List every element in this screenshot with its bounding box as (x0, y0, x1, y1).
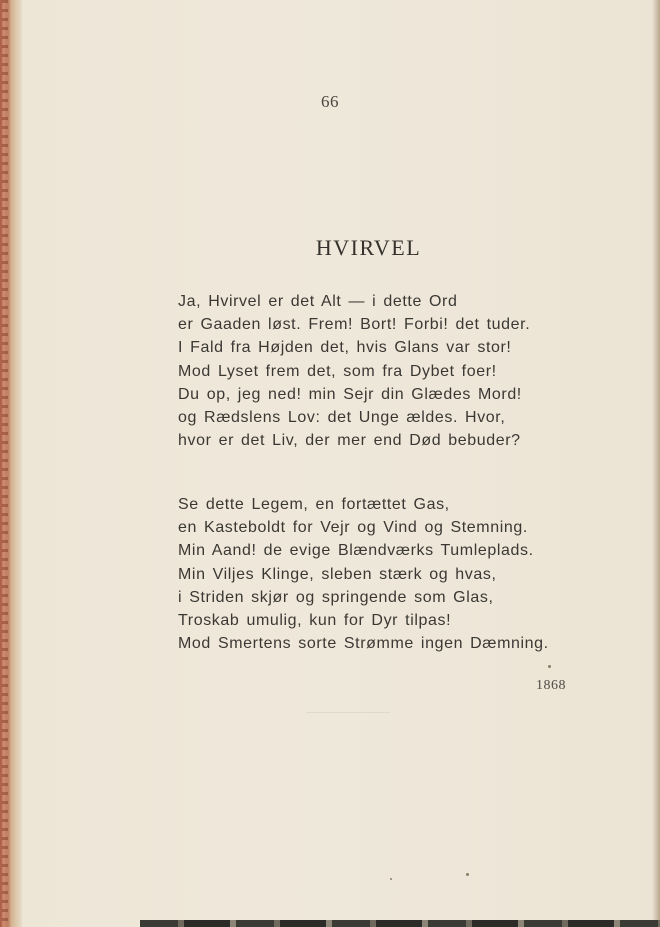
page-bottom-edge (140, 920, 660, 927)
poem-line: Ja, Hvirvel er det Alt — i dette Ord (178, 293, 458, 310)
poem-line: Min Aand! de evige Blændværks Tumleplads. (178, 542, 534, 560)
poem-line: I Fald fra Højden det, hvis Glans var stor! (178, 339, 512, 357)
poem-line: i Striden skjør og springende som Glas, (178, 588, 494, 606)
poem-line: Du op, jeg ned! min Sejr din Glædes Mord! (178, 385, 522, 403)
page-number: 66 (321, 92, 339, 111)
poem-line: Mod Smertens sorte Strømme ingen Dæmning. (178, 635, 549, 653)
poem-title: HVIRVEL (315, 235, 422, 260)
poem-line: er Gaaden løst. Frem! Bort! Forbi! det tuder. (178, 316, 531, 334)
poem-line: Troskab umulig, kun for Dyr tilpas! (178, 612, 452, 630)
stanza-1 (178, 290, 530, 452)
poem-line: Se dette Legem, en fortættet Gas, (178, 496, 450, 513)
poem-line: Min Viljes Klinge, sleben stærk og hvas, (178, 565, 497, 583)
paper-speck (390, 878, 392, 880)
paper-speck (466, 873, 469, 876)
poem-line: hvor er det Liv, der mer end Død bebuder? (178, 432, 521, 450)
binding-edge (0, 0, 22, 927)
stanza-2 (178, 493, 549, 655)
poem-line: og Rædslens Lov: det Unge ældes. Hvor, (178, 409, 506, 427)
paper-speck (548, 665, 551, 668)
faint-divider (306, 712, 390, 713)
poem-year: 1868 (536, 678, 566, 693)
poem-line: Mod Lyset frem det, som fra Dybet foer! (178, 362, 497, 380)
poem-line: en Kasteboldt for Vejr og Vind og Stemning. (178, 519, 528, 537)
page-right-edge (652, 0, 660, 927)
